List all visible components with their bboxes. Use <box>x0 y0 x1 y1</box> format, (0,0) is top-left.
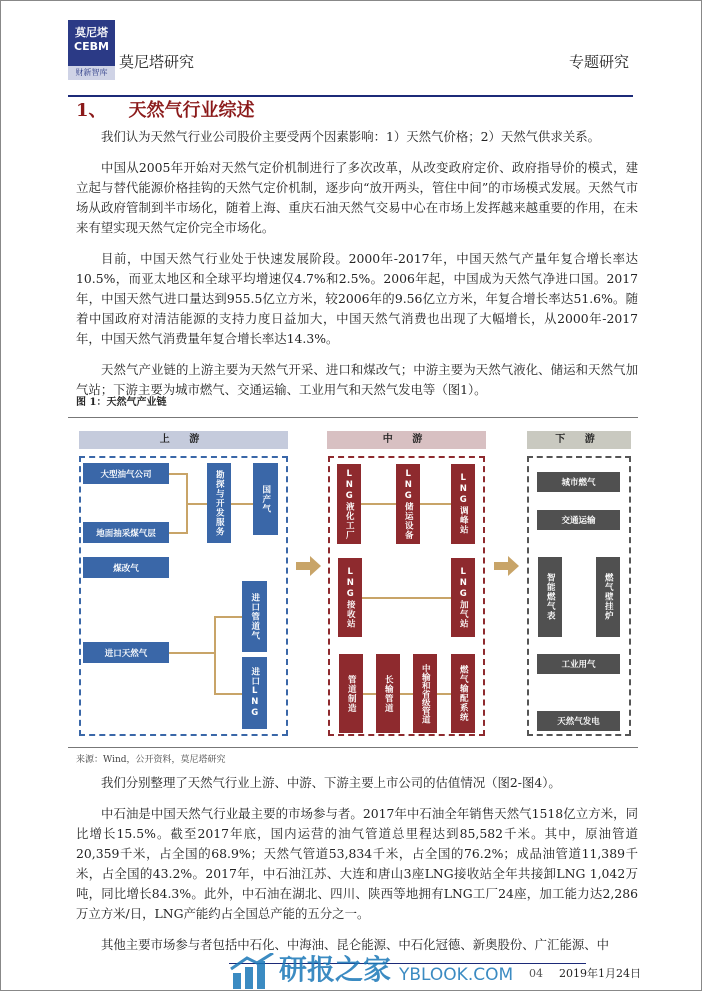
figure-caption: 图 1：天然气产业链 <box>76 397 167 408</box>
box-distribution: 燃气输配系统 <box>451 654 475 733</box>
logo-en: CEBM <box>74 40 109 53</box>
connector-line <box>420 503 451 505</box>
watermark <box>229 953 519 989</box>
connector-line <box>169 473 187 475</box>
logo-sub: 财新智库 <box>68 66 115 80</box>
box-lng-storage: LNG储运设备 <box>396 464 420 544</box>
logo <box>68 20 115 66</box>
logo-cn: 莫尼塔 <box>75 26 108 39</box>
watermark-en: YBLOOK.COM <box>399 965 514 985</box>
box-lng-import: 进口LNG <box>242 657 267 729</box>
connector-line <box>186 503 207 505</box>
intro-text <box>76 127 638 411</box>
section-title <box>76 101 277 121</box>
box-exploration-services: 勘探与开发服务 <box>207 463 231 543</box>
box-lng-plant: LNG液化工厂 <box>337 464 361 544</box>
box-city-gas: 城市燃气 <box>537 472 620 492</box>
brand-name: 莫尼塔研究 <box>119 53 195 71</box>
box-imported-gas: 进口天然气 <box>83 642 169 663</box>
figure-top-rule <box>68 417 638 418</box>
figure-bottom-rule <box>68 747 638 748</box>
upstream-header: 上 游 <box>79 431 288 449</box>
box-transport: 交通运输 <box>537 510 620 530</box>
paragraph: 中石油是中国天然气行业最主要的市场参与者。2017年中石油全年销售天然气1518亿立方米，同比增长15.5%。截至2017年底，国内运营的油气管道总里程达到85,582千米。其中，原油管道20,359千米，占全国的68.9%；天然气管道53,834千米，占全国的76.2%；成品油管道11,389千米，占全国的43.2%。2017年，中石油江苏、大连和唐山3座LNG接收站全年共接卸LNG 1,042万吨，同比增长84.3%。此外，中石油在湖北、四川、陕西等地拥有LNG工厂24座，加工能力达2,286万立方米/日，LNG产能约占全国总产能的五分之一。 <box>76 806 638 921</box>
connector-line <box>214 616 242 618</box>
arrow-right-icon <box>296 556 322 576</box>
box-pipeline-import: 进口管道气 <box>242 581 267 652</box>
box-long-pipeline: 长输管道 <box>376 654 400 733</box>
paragraph: 我们分别整理了天然气行业上游、中游、下游主要上市公司的估值情况（图2-图4）。 <box>101 775 561 790</box>
box-coal-to-gas: 煤改气 <box>83 557 169 578</box>
box-industrial-gas: 工业用气 <box>537 654 620 674</box>
box-coalbed-methane: 地面抽采煤气层 <box>83 522 169 543</box>
downstream-header: 下 游 <box>527 431 631 449</box>
section-number: 1、 <box>76 100 107 121</box>
connector-line <box>214 616 216 694</box>
paragraph: 目前，中国天然气行业处于快速发展阶段。2000年-2017年，中国天然气产量年复合增长率达10.5%，而亚太地区和全球平均增速仅4.7%和2.5%。2006年起，中国成为天然气净进口国。2017年，中国天然气进口量达到955.5亿立方米，较2006年的9.56亿立方米，年复合增长率达51.6%。随着中国政府对清洁能源的支持力度日益加大，中国天然气消费也出现了大幅增长，从2000年-2017年，中国天然气消费量年复合增长率达14.3%。 <box>76 251 638 346</box>
box-wall-boiler: 燃气壁挂炉 <box>596 557 620 637</box>
figure-source: 来源：Wind，公开资料，莫尼塔研究 <box>76 755 226 765</box>
box-lng-filling: LNG加气站 <box>451 558 475 637</box>
watermark-chart-icon <box>229 953 275 989</box>
paragraph: 其他主要市场参与者包括中石化、中海油、昆仑能源、中石化冠德、新奥股份、广汇能源、中 <box>101 937 610 952</box>
paragraph: 中国从2005年开始对天然气定价机制进行了多次改革，从改变政府定价、政府指导价的模式，建立起与替代能源价格挂钩的天然气定价机制，逐步向“放开两头，管住中间”的市场模式发展。天然气市场从政府管制到半市场化，随着上海、重庆石油天然气交易中心在市场上发挥越来越重要的作用，在未来有望实现天然气定价完全市场化。 <box>76 160 638 235</box>
arrow-right-icon <box>494 556 520 576</box>
connector-line <box>214 693 242 695</box>
box-gas-power: 天然气发电 <box>537 711 620 731</box>
box-provincial-pipeline: 中输和省级管道 <box>413 654 437 733</box>
section-title-text: 天然气行业综述 <box>128 100 255 121</box>
body-text <box>76 773 638 966</box>
header-divider <box>68 95 633 97</box>
report-date: 2019年1月24日 <box>559 967 641 980</box>
page-number: 04 <box>529 967 543 980</box>
connector-line <box>437 693 451 695</box>
paragraph: 天然气产业链的上游主要为天然气开采、进口和煤改气；中游主要为天然气液化、储运和天然气加气站；下游主要为城市燃气、交通运输、工业用气和天然气发电等（图1）。 <box>76 362 638 397</box>
connector-line <box>169 532 187 534</box>
connector-line <box>231 503 253 505</box>
box-major-oil-companies: 大型油气公司 <box>83 463 169 484</box>
connector-line <box>400 693 413 695</box>
box-pipe-manufacturing: 管道制造 <box>339 654 363 733</box>
box-smart-meter: 智能燃气表 <box>538 557 562 637</box>
box-domestic-gas: 国产气 <box>253 463 278 535</box>
midstream-header: 中 游 <box>327 431 486 449</box>
paragraph: 我们认为天然气行业公司股价主要受两个因素影响：1）天然气价格；2）天然气供求关系。 <box>101 129 601 144</box>
watermark-cn: 研报之家 <box>279 953 392 986</box>
connector-line <box>361 503 396 505</box>
box-lng-peaking: LNG调峰站 <box>451 464 475 544</box>
connector-line <box>169 652 215 654</box>
connector-line <box>362 597 451 599</box>
report-category: 专题研究 <box>568 53 629 71</box>
connector-line <box>363 693 376 695</box>
box-lng-terminal: LNG接收站 <box>338 558 362 637</box>
